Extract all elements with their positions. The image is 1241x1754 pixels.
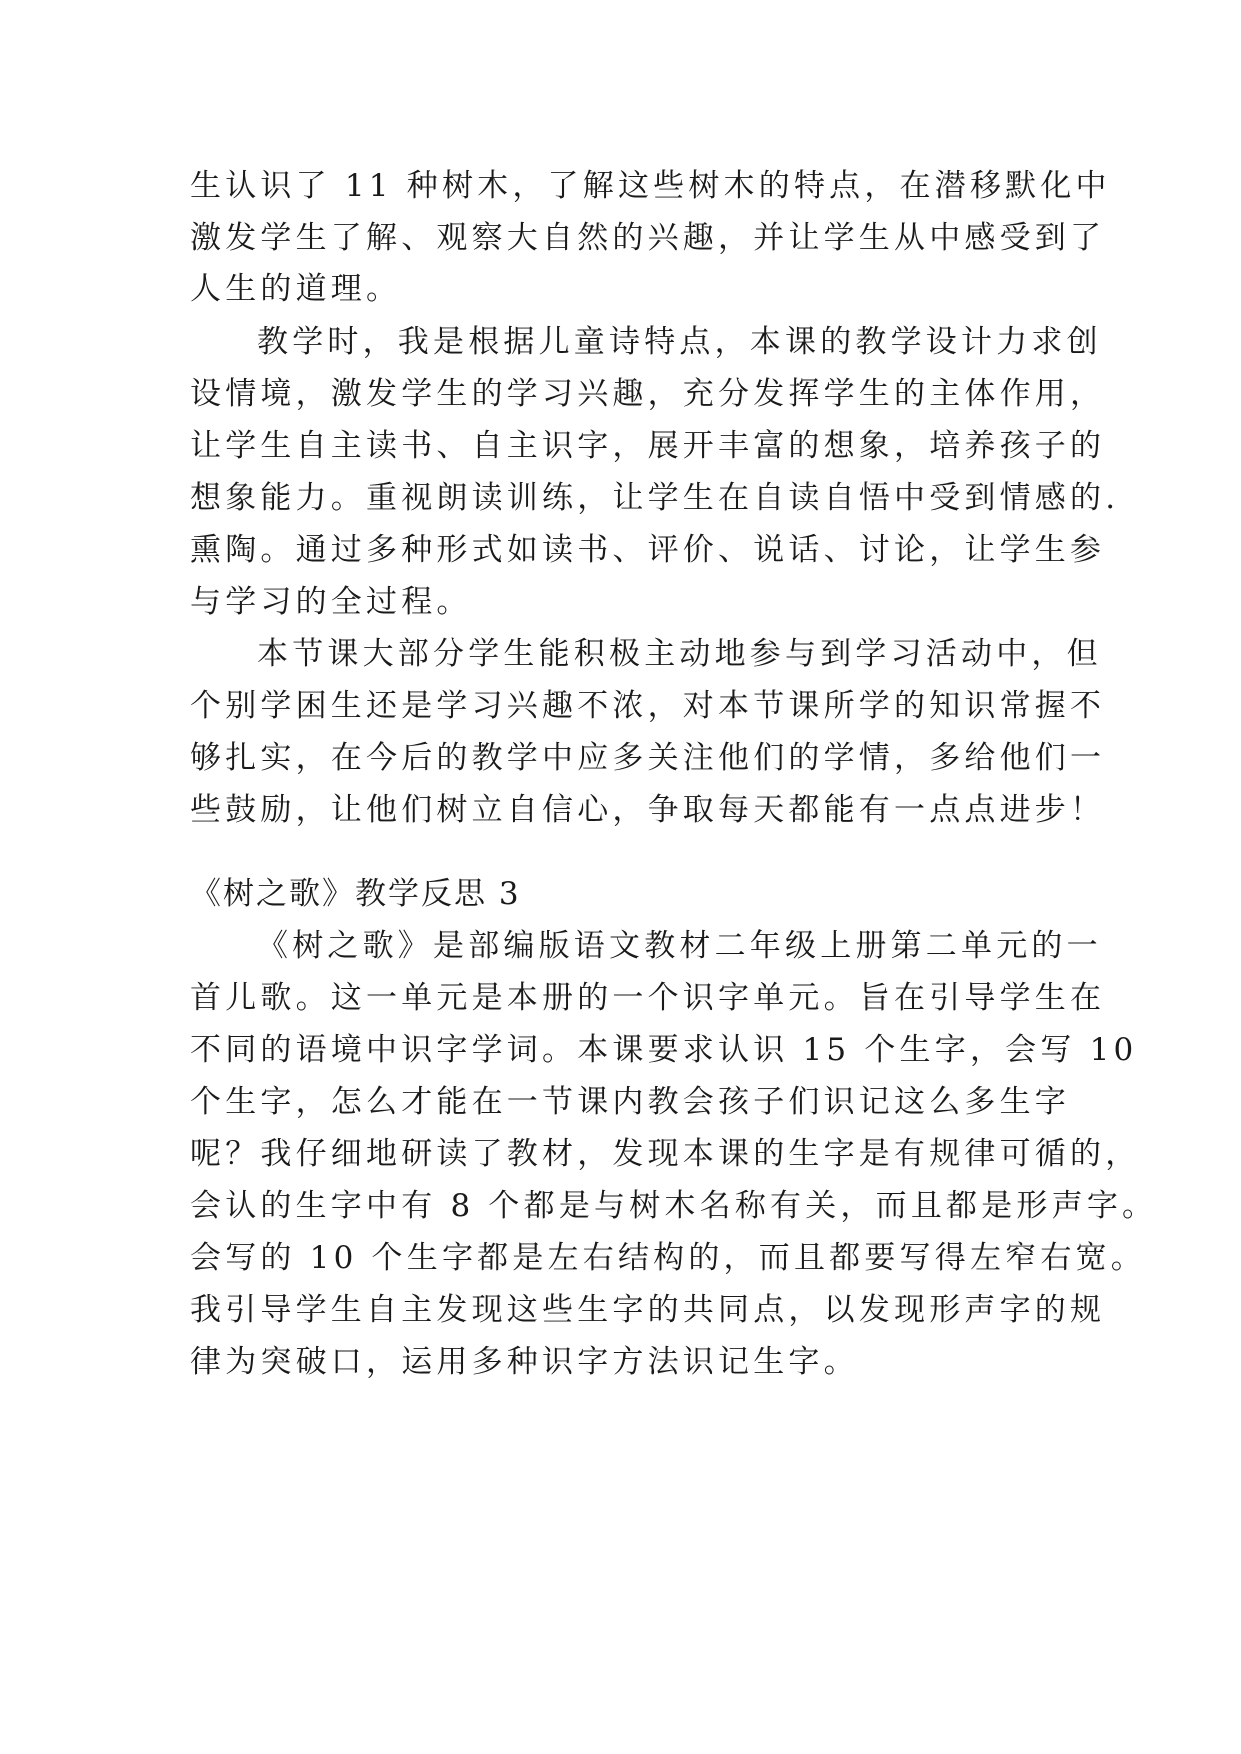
paragraph-line: 激发学生了解、观察大自然的兴趣，并让学生从中感受到了	[190, 220, 1106, 256]
paragraph-line: 与学习的全过程。	[190, 584, 472, 620]
paragraph-line: 不同的语境中识字学词。本课要求认识 15 个生字，会写 10	[190, 1032, 1138, 1068]
paragraph-line: 生认识了 11 种树木，了解这些树木的特点，在潜移默化中	[190, 168, 1111, 204]
paragraph-line: 些鼓励，让他们树立自信心，争取每天都能有一点点进步！	[190, 792, 1106, 828]
paragraph-line: 想象能力。重视朗读训练，让学生在自读自悟中受到情感的.	[190, 480, 1120, 516]
paragraph-line: 律为突破口，运用多种识字方法识记生字。	[190, 1344, 859, 1380]
paragraph-line: 首儿歌。这一单元是本册的一个识字单元。旨在引导学生在	[190, 980, 1106, 1016]
paragraph-line: 本节课大部分学生能积极主动地参与到学习活动中，但	[257, 636, 1102, 672]
paragraph-line: 个别学困生还是学习兴趣不浓，对本节课所学的知识常握不	[190, 688, 1106, 724]
paragraph-line: 个生字，怎么才能在一节课内教会孩子们识记这么多生字	[190, 1084, 1070, 1120]
paragraph-line: 够扎实，在今后的教学中应多关注他们的学情，多给他们一	[190, 740, 1106, 776]
paragraph-line: 人生的道理。	[190, 271, 402, 307]
paragraph-line: 会认的生字中有 8 个都是与树木名称有关，而且都是形声字。	[190, 1188, 1158, 1224]
paragraph-line: 设情境，激发学生的学习兴趣，充分发挥学生的主体作用，	[190, 376, 1106, 412]
section-heading: 《树之歌》教学反思 3	[190, 876, 521, 912]
paragraph-line: 会写的 10 个生字都是左右结构的，而且都要写得左窄右宽。	[190, 1240, 1146, 1276]
paragraph-line: 我引导学生自主发现这些生字的共同点，以发现形声字的规	[190, 1292, 1106, 1328]
paragraph-line: 教学时，我是根据儿童诗特点，本课的教学设计力求创	[257, 324, 1102, 360]
paragraph-line: 《树之歌》是部编版语文教材二年级上册第二单元的一	[257, 928, 1102, 964]
paragraph-line: 让学生自主读书、自主识字，展开丰富的想象，培养孩子的	[190, 428, 1106, 464]
paragraph-line: 熏陶。通过多种形式如读书、评价、说话、讨论，让学生参	[190, 532, 1106, 568]
paragraph-line: 呢？我仔细地研读了教材，发现本课的生字是有规律可循的，	[190, 1136, 1141, 1172]
